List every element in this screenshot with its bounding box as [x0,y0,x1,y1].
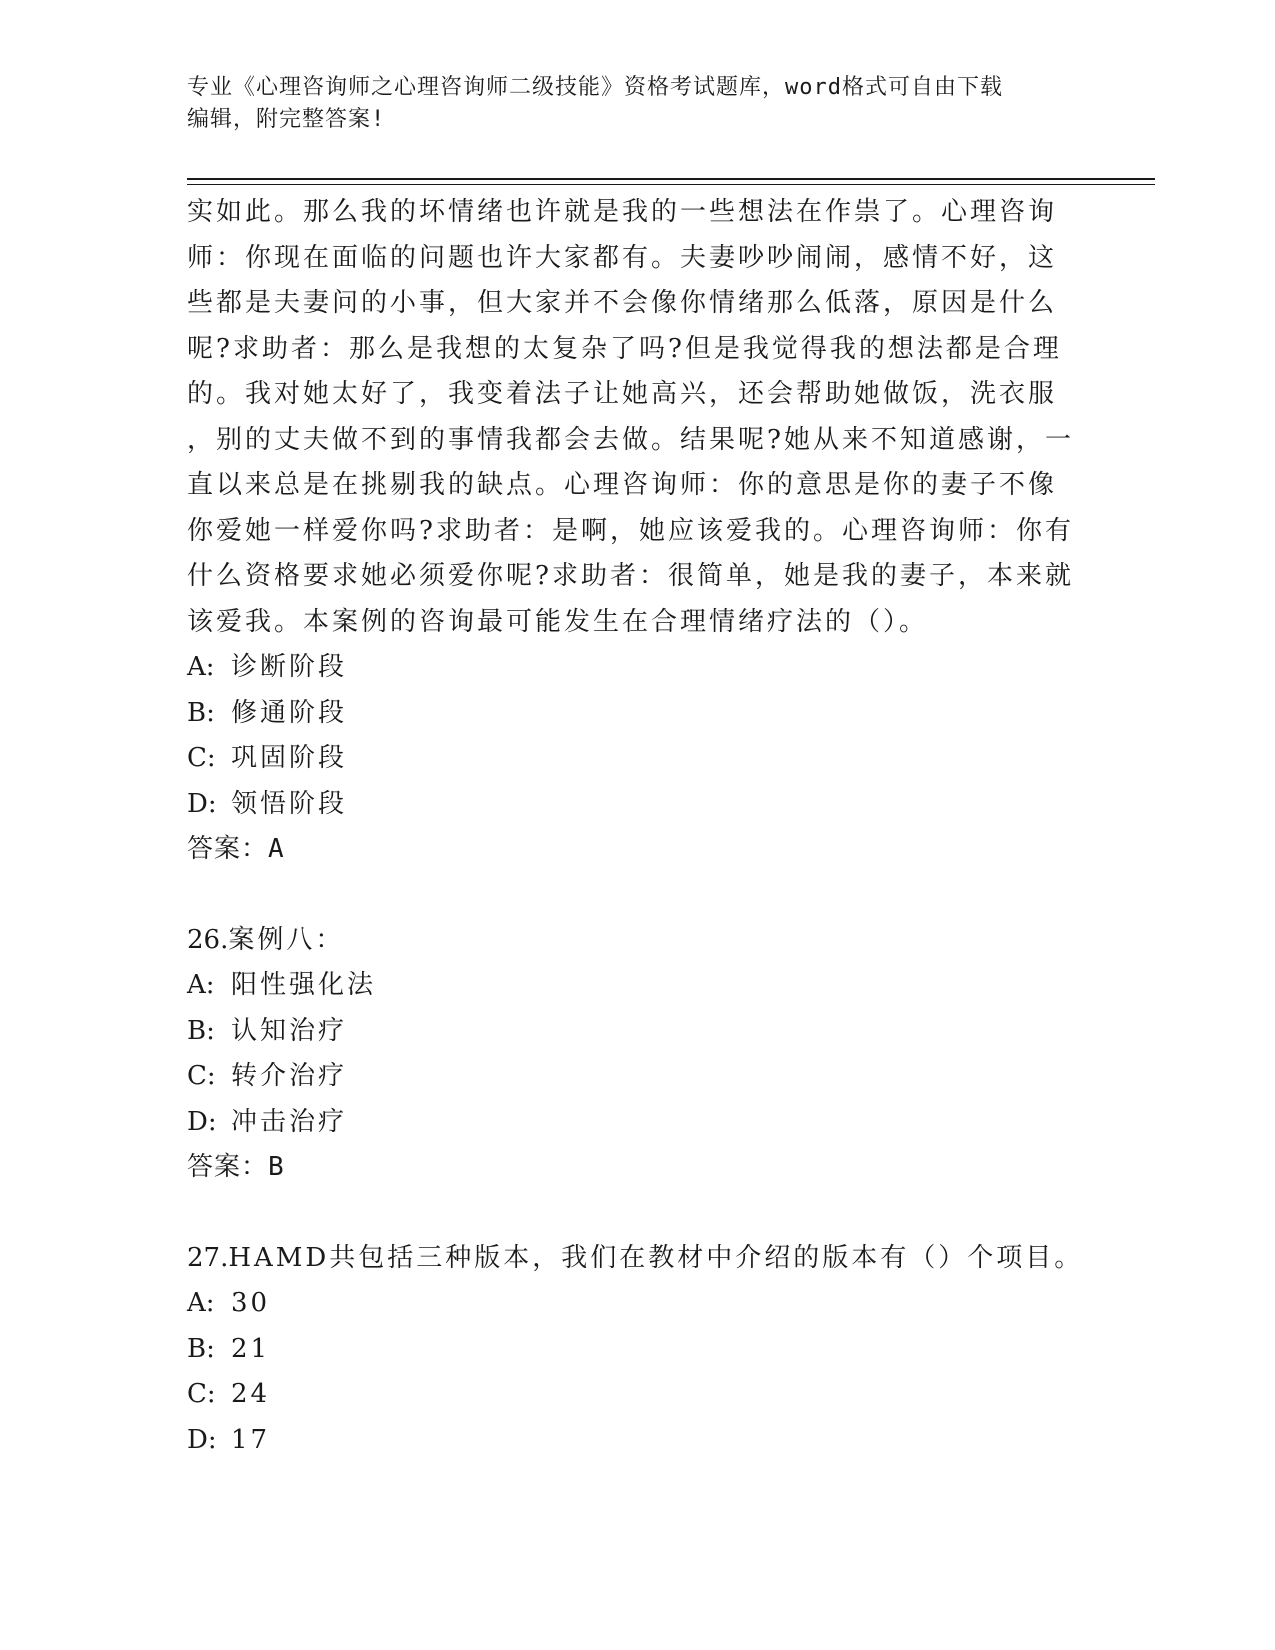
option-key: B: [187,1015,215,1046]
answer-value: B [268,1152,285,1182]
question-26-answer [187,1145,1087,1191]
option-d [187,782,1087,828]
question-text: HAMD共包括三种版本，我们在教材中介绍的版本有（）个项目。 [228,1242,1084,1273]
passage-line: 直以来总是在挑剔我的缺点。心理咨询师：你的意思是你的妻子不像 [187,470,1058,500]
header-divider-thick [187,178,1155,180]
option-text: 冲击治疗 [231,1106,348,1137]
option-text: 诊断阶段 [231,652,348,682]
option-key: A: [187,970,215,1000]
page-content [187,190,1087,1463]
passage-line: 呢?求助者：那么是我想的太复杂了吗?但是我觉得我的想法都是合理 [187,333,1062,364]
question-26-title [187,918,1087,964]
option-b [187,1327,1087,1373]
option-text: 修通阶段 [231,697,348,728]
option-key: D: [187,1106,217,1137]
question-25-options [187,645,1087,827]
option-c [187,1054,1087,1100]
option-c [187,1372,1087,1418]
question-number: 26. [187,924,229,955]
option-c [187,736,1087,782]
option-key: C: [187,1379,216,1409]
option-key: A: [187,1288,215,1318]
passage-line: 什么资格要求她必须爱你呢?求助者：很简单，她是我的妻子，本来就 [187,561,1074,591]
header-line-1: 专业《心理咨询师之心理咨询师二级技能》资格考试题库，word格式可自由下载 [187,75,1003,100]
spacer [187,873,1087,918]
option-key: D: [187,788,217,819]
option-text: 认知治疗 [231,1015,348,1046]
spacer [187,1191,1087,1236]
option-key: A: [187,652,215,682]
header-line-2: 编辑，附完整答案! [187,107,386,132]
question-25-answer [187,827,1087,873]
page-header [187,72,1087,136]
question-number: 27. [187,1242,229,1273]
question-27-options [187,1281,1087,1463]
option-text: 24 [231,1379,271,1409]
option-key: C: [187,1061,216,1091]
option-text: 30 [231,1288,271,1318]
question-25-passage [187,190,1087,645]
option-b [187,691,1087,737]
option-d [187,1418,1087,1464]
passage-line: ，别的丈夫做不到的事情我都会去做。结果呢?她从来不知道感谢，一 [187,424,1074,455]
option-a [187,963,1087,1009]
option-text: 17 [231,1424,271,1455]
question-26-options [187,963,1087,1145]
option-text: 21 [231,1333,271,1364]
option-text: 巩固阶段 [231,743,348,773]
option-text: 转介治疗 [231,1061,348,1091]
header-divider-thin [187,184,1155,185]
passage-line: 该爱我。本案例的咨询最可能发生在合理情绪疗法的（）。 [187,606,929,637]
option-key: D: [187,1424,217,1455]
passage-line: 的。我对她太好了，我变着法子让她高兴，还会帮助她做饭，洗衣服 [187,379,1058,409]
option-key: B: [187,697,215,728]
option-text: 领悟阶段 [231,788,348,819]
passage-line: 些都是夫妻问的小事，但大家并不会像你情绪那么低落，原因是什么 [187,288,1058,318]
passage-line: 师：你现在面临的问题也许大家都有。夫妻吵吵闹闹，感情不好，这 [187,242,1058,273]
option-a [187,1281,1087,1327]
passage-line: 你爱她一样爱你吗?求助者：是啊，她应该爱我的。心理咨询师：你有 [187,515,1074,546]
answer-label: 答案： [187,1152,269,1182]
passage-line: 实如此。那么我的坏情绪也许就是我的一些想法在作祟了。心理咨询 [187,197,1058,227]
question-text: 案例八： [228,924,345,955]
option-b [187,1009,1087,1055]
question-27-title [187,1236,1087,1282]
option-key: B: [187,1333,215,1364]
option-key: C: [187,743,216,773]
option-d [187,1100,1087,1146]
answer-value: A [268,834,285,864]
answer-label: 答案： [187,834,269,864]
option-a [187,645,1087,691]
option-text: 阳性强化法 [231,970,377,1000]
